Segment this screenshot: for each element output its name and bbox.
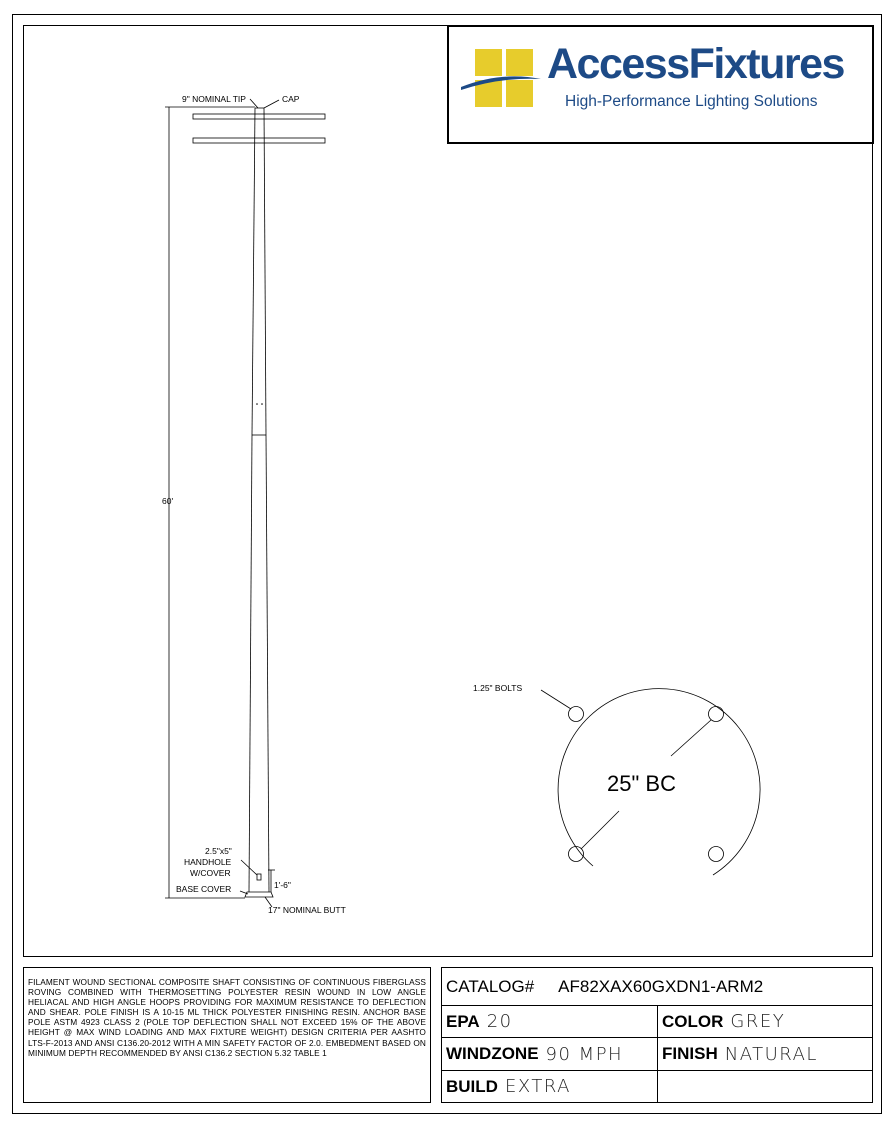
spec-table [441, 967, 873, 1103]
color-value: GREY [730, 1011, 786, 1032]
finish-label: FINISH [662, 1044, 718, 1063]
epa-label: EPA [446, 1011, 480, 1031]
logo-tagline: High-Performance Lighting Solutions [565, 93, 818, 110]
bolts-label: 1.25" BOLTS [473, 683, 523, 693]
bolt-circle-label: 25" BC [607, 771, 676, 796]
base-cover-label: BASE COVER [176, 884, 232, 894]
build-row [442, 1070, 872, 1102]
handhole-cover-label: W/COVER [190, 868, 231, 878]
nominal-tip-label: 9" NOMINAL TIP [182, 94, 246, 104]
bolts-leader [541, 690, 571, 709]
cross-arm-lower [193, 138, 325, 143]
pole-right-edge-lower [266, 435, 269, 892]
epa-value: 20 [486, 1011, 513, 1032]
bc-leader-lower [581, 811, 619, 849]
pole-left-edge [252, 108, 255, 435]
handhole-size-label: 2.5"x5" [205, 846, 232, 856]
windzone-label: WINDZONE [446, 1044, 539, 1063]
bc-leader-upper [671, 720, 711, 756]
build-label: BUILD [446, 1076, 498, 1096]
spec-notes: FILAMENT WOUND SECTIONAL COMPOSITE SHAFT CONSISTING OF CONTINUOUS FIBERGLASS ROVING COMBINED WITH THERMOSETTING POLYESTER RESIN WOUND IN LOW ANGLE HELIACAL AND HIGH ANGLE HOOPS PROVIDING FOR MAXIMUM RESISTANCE TO DEFLECTION AND SHEAR. POLE FINISH IS A 10-15 ML THICK POLYESTER FINISHING RESIN. ANCHOR BASE POLE ASTM 4923 CLASS 2 (POLE TOP DEFLECTION SHALL NOT EXCEED 15% OF THE ABOVE HEIGHT @ MAX WIND LOADING AND MAX FIXTURE WEIGHT) DESIGN CRITERIA PER AASHTO LTS-F-2013 AND ANSI C136.20-2012 WITH A MIN SAFETY FACTOR OF 2.0. EMBEDMENT BASED ON MINIMUM DEPTH RECOMMENDED BY ANSI C136.2 SECTION 5.32 TABLE 1 [23, 967, 431, 1103]
pole-right-edge [264, 108, 266, 435]
color-label: COLOR [662, 1011, 724, 1031]
cap-leader [264, 100, 279, 108]
windzone-finish-row [442, 1037, 872, 1070]
empty-cell [658, 1071, 874, 1102]
finish-value: NATURAL [724, 1043, 818, 1065]
bolt-top-right [709, 707, 724, 722]
catalog-value: AF82XAX60GXDN1-ARM2 [558, 976, 764, 996]
epa-color-row [442, 1005, 872, 1037]
handhole-label: HANDHOLE [184, 857, 232, 867]
handhole-height-label: 1'-6" [274, 880, 291, 890]
logo-name: AccessFixtures [547, 40, 844, 88]
butt-label: 17" NOMINAL BUTT [268, 905, 346, 915]
catalog-row [442, 968, 872, 1005]
base-cover [245, 892, 273, 897]
catalog-label: CATALOG# [446, 976, 535, 996]
cross-arm-upper [193, 114, 325, 119]
build-value: EXTRA [504, 1076, 571, 1097]
cap-label: CAP [282, 94, 300, 104]
bolt-bottom-right [709, 847, 724, 862]
handhole [257, 874, 261, 880]
windzone-value: 90 MPH [545, 1043, 624, 1065]
height-label: 60' [162, 496, 174, 506]
pole-left-edge-lower [249, 435, 252, 892]
